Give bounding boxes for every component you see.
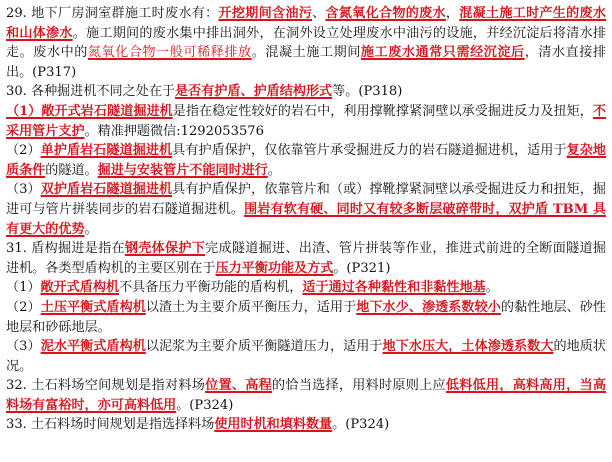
text: 。 [84,221,98,237]
highlight: 双护盾岩石隧道掘进机 [40,182,173,198]
text: 。施工期间的废水集中排出洞外，在洞外设立处理废水中油污的设施，并经沉淀后将清水排走。废水中的 [6,25,607,61]
highlight: 使用时机和填料数量 [214,417,333,433]
paragraph-31-3 [6,337,606,376]
highlight: 适于通过各种黏性和非黏性地基 [302,280,486,296]
highlight: 地下水压大，土体渗透系数大 [382,339,554,355]
text: （3） [6,182,41,198]
document-body [6,4,606,435]
paragraph-30-3 [6,180,606,239]
text: 32. 土石料场空间规划是指对料场 [6,378,206,394]
paragraph-31-1 [6,278,606,298]
text: （1） [6,280,41,296]
text: 等。(P318) [332,84,403,100]
text: 、 [312,6,326,21]
paragraph-29 [6,4,606,82]
text: 的恰当选择，用料时原则上应 [271,378,446,394]
highlight: 地下水少、渗透系数较小 [356,299,501,315]
highlight: 开挖期间含油污 [218,6,313,21]
highlight: 围岩有软有硬、同时又有较多断层破碎带时，双护盾 TBM 具有更大的优势 [6,201,607,237]
text: （3） [6,339,41,355]
paragraph-31 [6,239,606,278]
highlight: 位置、高程 [205,378,272,394]
text: ， [445,6,460,21]
paragraph-33 [6,415,606,435]
text: 33. 土石料场时间规划是指选择料场 [6,417,215,433]
text: 。(P324) [176,397,234,413]
text: ，清水直接排出。(P317) [6,45,607,80]
paragraph-32 [6,376,606,415]
text: 具有护盾保护，仅依靠管片承受掘进反力的岩石隧道掘进机，适用于 [172,143,567,159]
highlight: 钢壳体保护下 [124,241,206,257]
paragraph-30 [6,82,606,102]
text: 不具备压力平衡功能的盾构机， [119,280,303,296]
text: 具有护盾保护，依靠管片和（或）撑靴撑紧洞壁以承受掘进反力和扭矩，掘进可与管片拼装同步的岩石隧道掘进机。 [6,182,606,217]
text: 29. 地下厂房洞室群施工时废水有： [6,6,219,21]
text: 31. 盾构掘进是指在 [6,241,125,257]
highlight: （1）敞开式岩石隧道掘进机 [6,103,173,119]
text: 的隧道。 [45,162,98,178]
highlight: 不采用管片支护 [6,103,606,139]
text: 完成隧道掘进、出渣、管片拼装等作业，推进式前进的全断面隧道掘进机。各类型盾构机的主要区别在于 [6,241,606,276]
highlight: 压力平衡功能及方式 [215,260,334,276]
text: 。(P321) [333,260,391,276]
highlight: 是否有护盾、护盾结构形式 [175,84,333,100]
highlight: 土压平衡式盾构机 [40,299,146,315]
text: （2） [6,143,41,159]
highlight: 泥水平衡式盾构机 [40,339,146,355]
highlight: 单护盾岩石隧道掘进机 [40,143,173,159]
text: 。精准押题微信:1292053576 [84,123,264,139]
paragraph-30-1 [6,102,606,141]
highlight: 含氮氧化合物的废水 [325,6,446,21]
highlight: 掘进与安装管片不能同时进行 [97,162,268,178]
text: 的黏性地层、砂性地层和砂砾地层。 [6,299,607,335]
text: 。混凝土施工期间 [251,45,361,61]
text: 以渣土为主要介质平衡压力，适用于 [145,299,357,315]
highlight: 敞开式盾构机 [40,280,120,296]
highlight: 低料低用，高料高用，当高料场有富裕时，亦可高料低用 [6,378,607,413]
text: 是指在稳定性较好的岩石中，利用撑靴撑紧洞壁以承受掘进反力及扭矩， [172,103,593,119]
highlight: 氮氧化合物一般可稀释排放 [87,45,252,61]
text: 。(P324) [332,417,390,433]
text: 以泥浆为主要介质平衡隧道压力，适用于 [145,339,383,355]
paragraph-30-2 [6,141,606,180]
text: 30. 各种掘进机不同之处在于 [6,84,176,100]
text: 。 [267,162,281,178]
highlight: 施工废水通常只需经沉淀后 [360,45,525,61]
text: 。 [485,280,499,296]
paragraph-31-2 [6,298,606,337]
highlight: 复杂地质条件 [6,143,606,178]
text: 的地质状况。 [6,339,607,374]
text: （2） [6,299,41,315]
highlight: 混凝土施工时产生的废水和山体渗水 [6,6,607,41]
